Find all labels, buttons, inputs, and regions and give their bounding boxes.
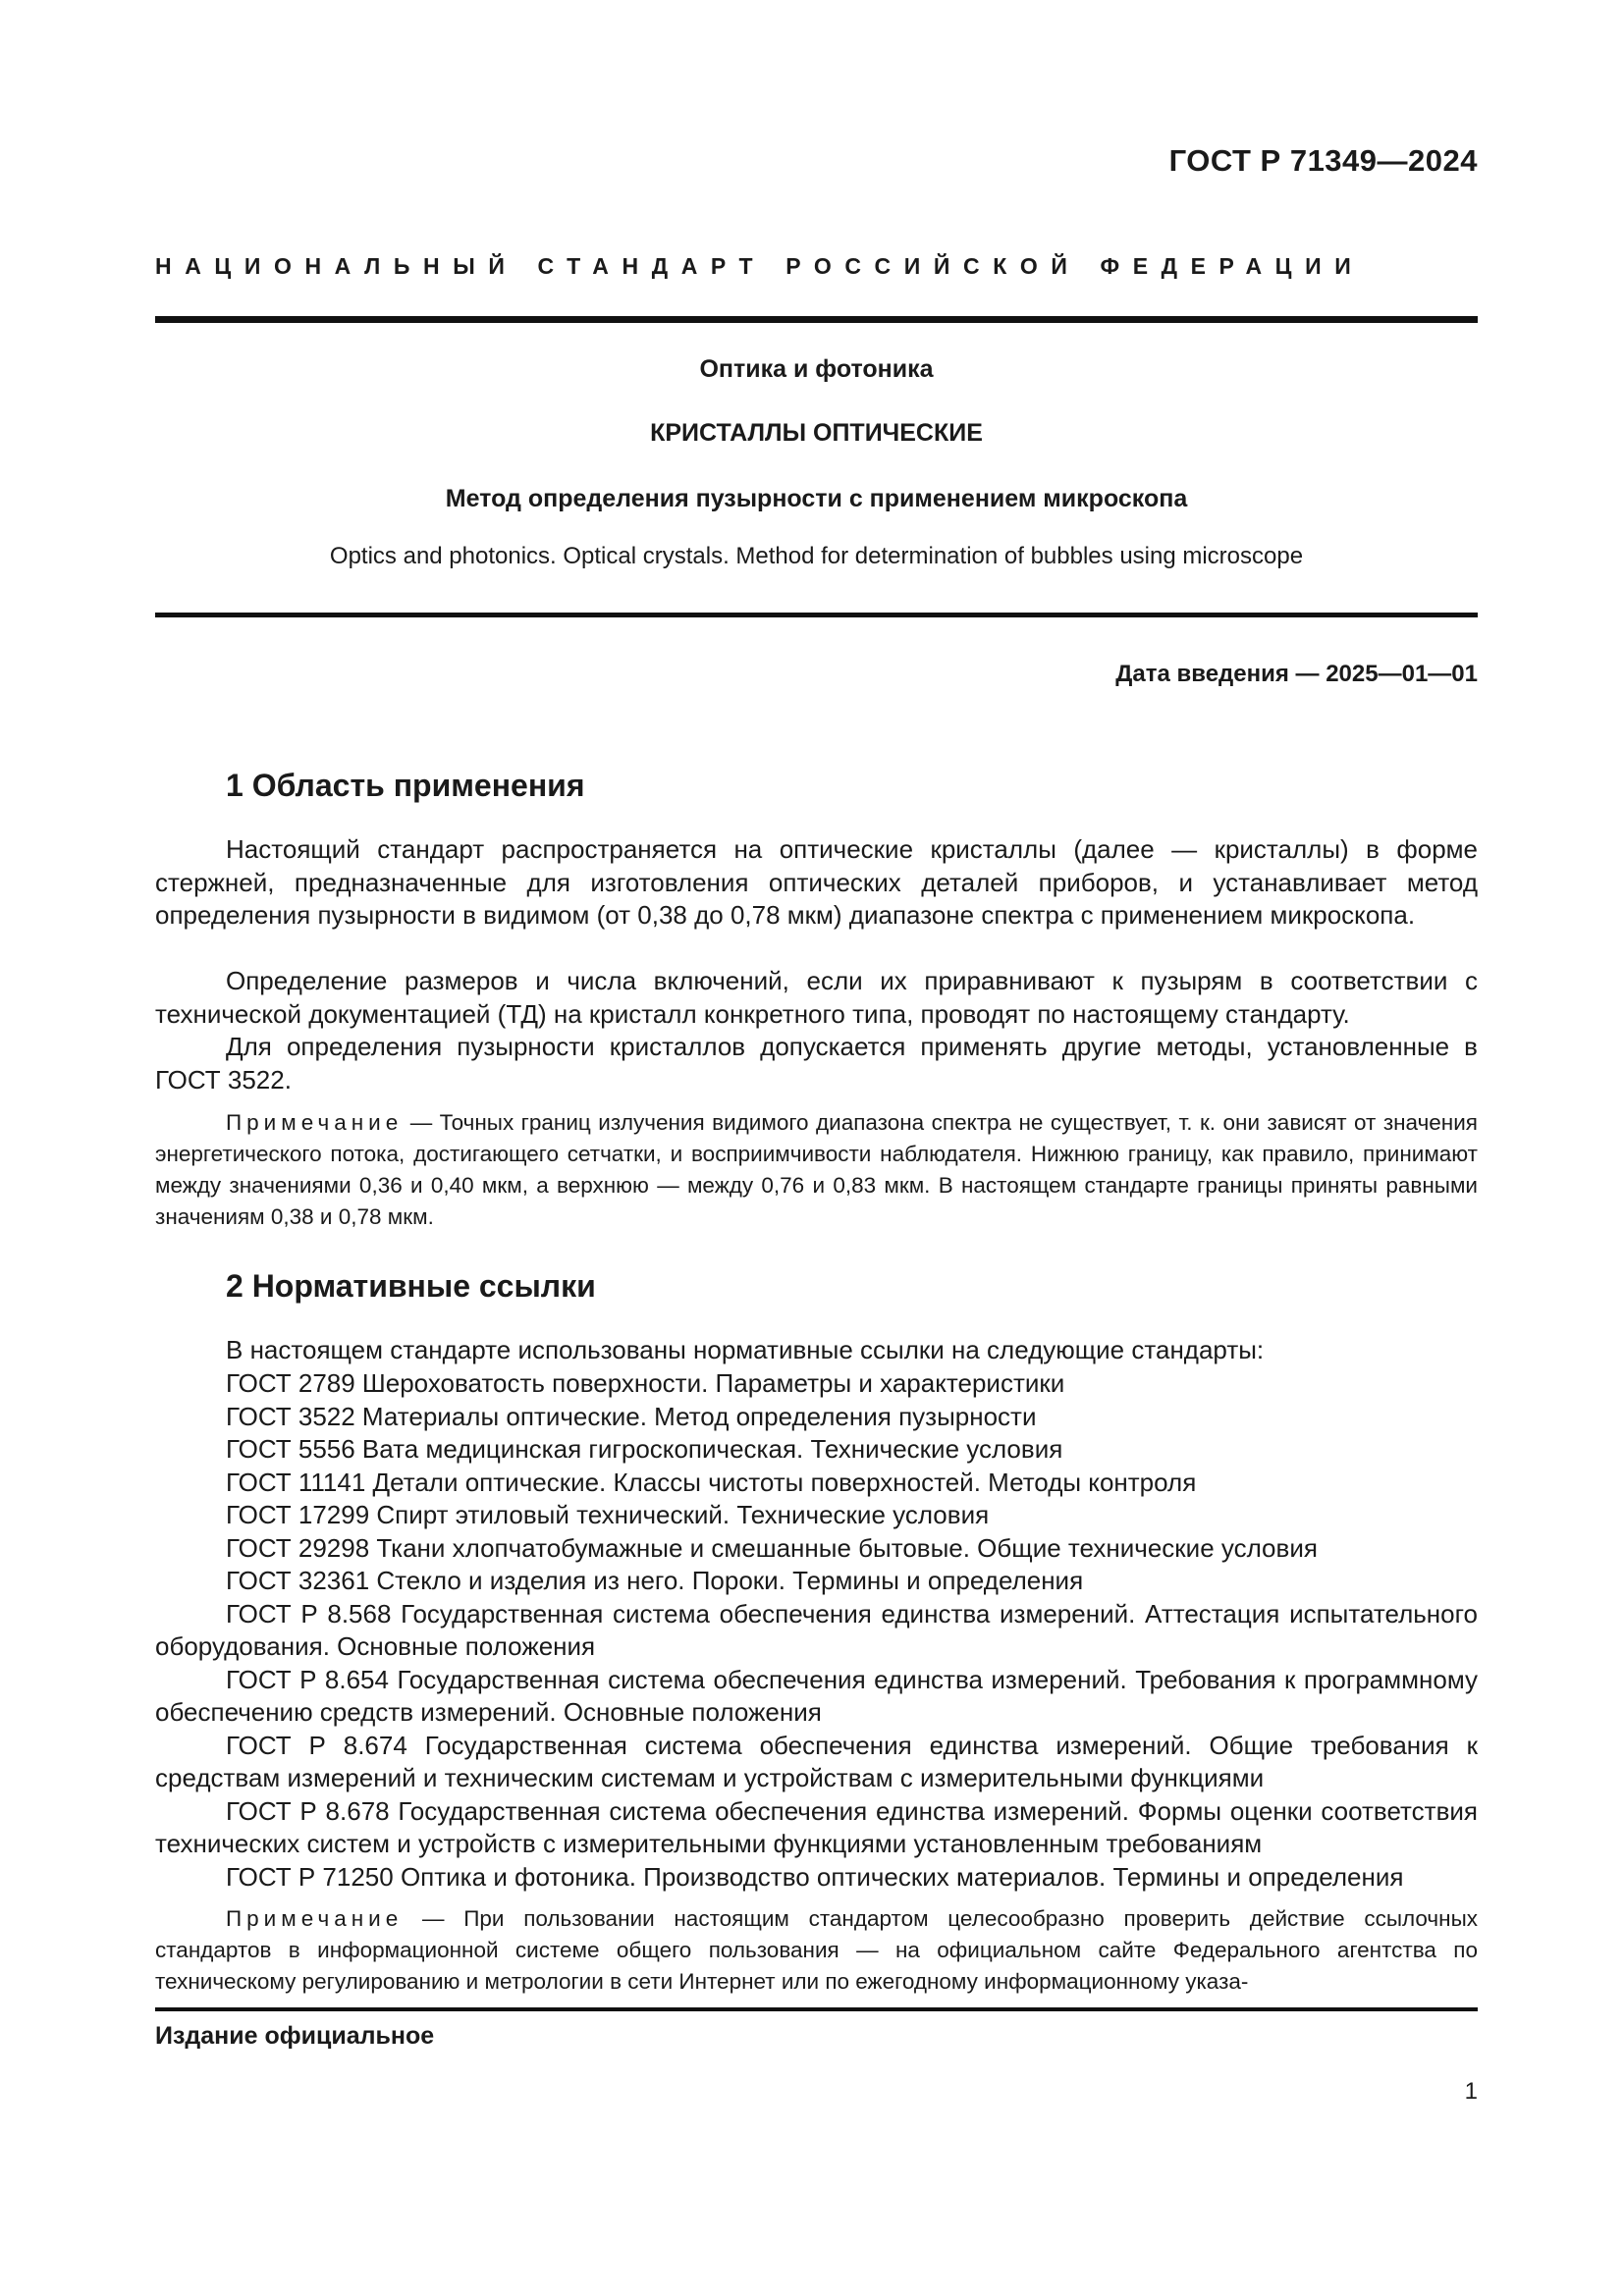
reference-item: ГОСТ 5556 Вата медицинская гигроскопическая. Технические условия [226,1434,1063,1464]
reference-item: ГОСТ Р 8.654 Государственная система обеспечения единства измерений. Требования к программному обеспечению средств измерений. Основные положения [155,1664,1478,1727]
reference-item: ГОСТ Р 8.568 Государственная система обеспечения единства измерений. Аттестация испытательного оборудования. Основные положения [155,1598,1478,1661]
section-1-note [155,1107,1478,1233]
page-number: 1 [1464,2078,1478,2105]
reference-item: ГОСТ Р 8.678 Государственная система обеспечения единства измерений. Формы оценки соответствия технических систем и устройств с измерительными функциями установленным требованиям [155,1795,1478,1858]
section-2-heading: 2 Нормативные ссылки [226,1268,596,1304]
introduction-date: Дата введения — 2025—01—01 [1115,661,1478,687]
reference-item: ГОСТ 32361 Стекло и изделия из него. Пороки. Термины и определения [226,1566,1084,1595]
official-edition-label: Издание официальное [155,2022,435,2050]
section-1-heading: 1 Область применения [226,768,585,803]
reference-item: ГОСТ Р 71250 Оптика и фотоника. Производство оптических материалов. Термины и определения [226,1861,1404,1892]
section-1-paragraph-1: Настоящий стандарт распространяется на оптические кристаллы (далее — кристаллы) в форме стержней, предназначенные для изготовления оптических деталей приборов, и устанавливает метод определения пузырности в видимом (от 0,38 до 0,78 мкм) диапазоне спектра с применением микроскопа. [155,834,1478,930]
title-bottom-rule [155,613,1478,617]
note-label: Примечание [226,1906,404,1931]
top-rule [155,316,1478,323]
reference-item: ГОСТ 3522 Материалы оптические. Метод определения пузырности [226,1401,1037,1431]
national-standard-banner: НАЦИОНАЛЬНЫЙ СТАНДАРТ РОССИЙСКОЙ ФЕДЕРАЦИИ [155,253,1365,279]
reference-item: ГОСТ 17299 Спирт этиловый технический. Технические условия [226,1500,990,1529]
note-text: — Точных границ излучения видимого диапазона спектра не существует, т. к. они зависят от значения энергетического потока, достигающего сетчатки, и восприимчивости наблюдателя. Нижнюю границу, как правило, принимают между значениями 0,36 и 0,40 мкм, а верхнюю — между 0,76 и 0,83 мкм. В настоящем стандарте границы приняты равными значениям 0,38 и 0,78 мкм. [155,1110,1478,1229]
note-text: — При пользовании настоящим стандартом целесообразно проверить действие ссылочных стандартов в информационной системе общего пользования — на официальном сайте Федерального агентства по техническому регулированию и метрологии в сети Интернет или по ежегодному информационному указа- [155,1906,1478,1994]
title-subtitle: Метод определения пузырности с применением микроскопа [445,485,1188,512]
reference-item: ГОСТ Р 8.674 Государственная система обеспечения единства измерений. Общие требования к средствам измерений и техническим системам и устройствам с измерительными функциями [155,1730,1478,1792]
title-field: Оптика и фотоника [699,355,934,383]
footer-rule [155,2007,1478,2011]
title-main: КРИСТАЛЛЫ ОПТИЧЕСКИЕ [650,419,983,447]
reference-item: ГОСТ 2789 Шероховатость поверхности. Параметры и характеристики [226,1368,1065,1398]
reference-list [155,1367,1478,1894]
gost-number: ГОСТ Р 71349—2024 [1168,143,1478,178]
reference-item: ГОСТ 29298 Ткани хлопчатобумажные и смешанные бытовые. Общие технические условия [226,1532,1318,1563]
note-label: Примечание [226,1110,404,1135]
title-english: Optics and photonics. Optical crystals. Method for determination of bubbles using microscope [329,543,1304,569]
section-2-intro: В настоящем стандарте использованы нормативные ссылки на следующие стандарты: [226,1335,1265,1364]
section-1-paragraph-3: Для определения пузырности кристаллов допускается применять другие методы, установленные в ГОСТ 3522. [155,1032,1478,1095]
section-2-note [155,1903,1478,1998]
section-1-paragraph-2: Определение размеров и числа включений, если их приравнивают к пузырям в соответствии с технической документацией (ТД) на кристалл конкретного типа, проводят по настоящему стандарту. [155,966,1478,1029]
reference-item: ГОСТ 11141 Детали оптические. Классы чистоты поверхностей. Методы контроля [226,1467,1197,1497]
